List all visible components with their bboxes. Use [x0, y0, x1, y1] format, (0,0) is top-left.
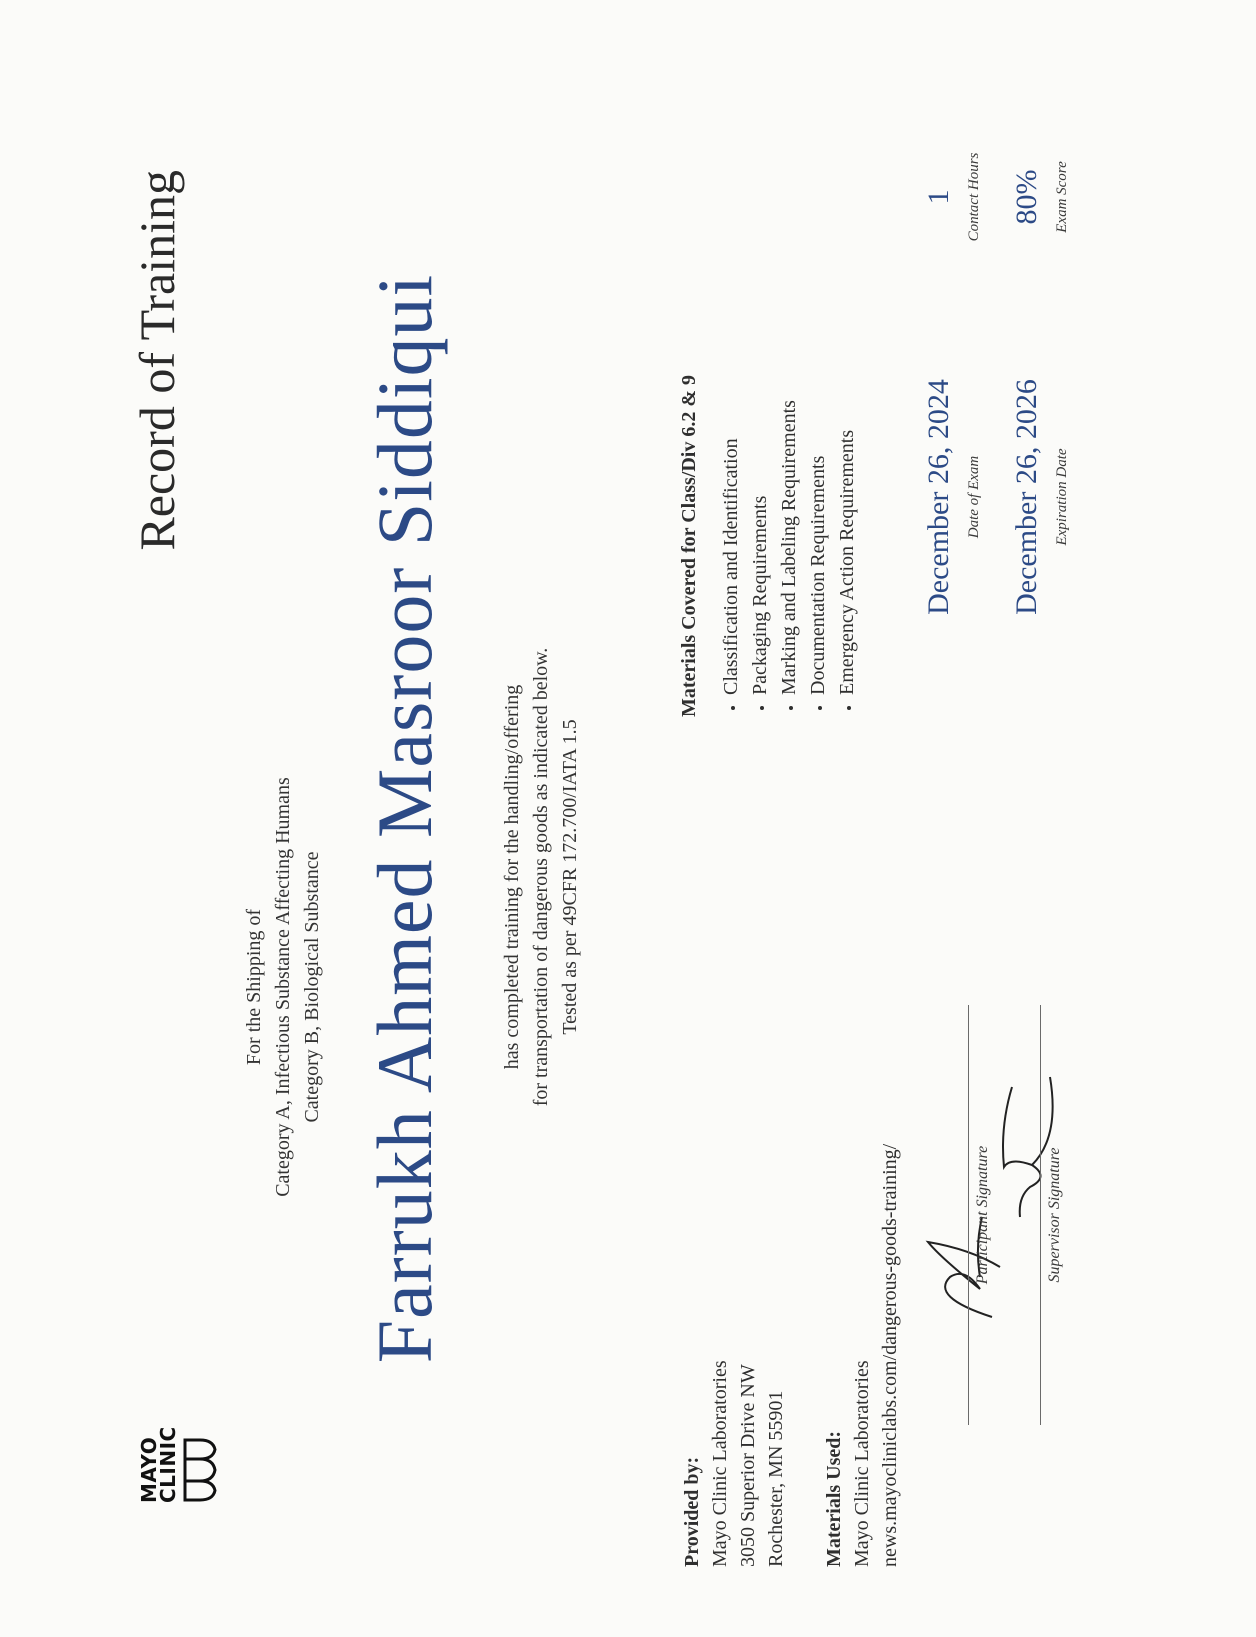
materials-covered-block — [678, 157, 862, 717]
shipping-line-3: Category B, Biological Substance — [301, 851, 323, 1123]
list-item: • Packaging Requirements — [746, 157, 775, 695]
materials-used-block — [820, 967, 904, 1567]
expiration-date: December 26, 2026 — [1010, 379, 1043, 615]
participant-signature-label: Participant Signature — [974, 1145, 991, 1285]
provider-street: 3050 Superior Drive NW — [737, 1364, 759, 1567]
materials-covered-heading: Materials Covered for Class/Div 6.2 & 9 — [678, 375, 700, 717]
supervisor-signature-line — [1040, 1005, 1041, 1425]
provider-city: Rochester, MN 55901 — [765, 1390, 787, 1567]
certificate-title: Record of Training — [129, 170, 185, 551]
list-item: • Documentation Requirements — [804, 157, 833, 695]
participant-signature-line — [968, 1005, 969, 1425]
materials-used-org: Mayo Clinic Laboratories — [851, 1360, 873, 1567]
contact-hours-label: Contact Hours — [966, 152, 982, 242]
shipping-line-1: For the Shipping of — [243, 908, 265, 1066]
list-item: • Classification and Identification — [717, 157, 746, 695]
mayo-shields-icon — [182, 1437, 218, 1503]
logo-text-mayo: MAYO — [137, 1436, 161, 1503]
materials-covered-list — [717, 157, 862, 717]
exam-score-label: Exam Score — [1054, 161, 1070, 233]
exam-score: 80% — [1010, 169, 1043, 225]
exam-date-label: Date of Exam — [966, 455, 982, 539]
materials-used-url: news.mayocliniclabs.com/dangerous-goods-training/ — [879, 1143, 901, 1567]
logo-text-clinic: CLINIC — [156, 1426, 180, 1503]
participant-name: Farrukh Ahmed Masroor Siddiqui — [361, 273, 448, 1364]
contact-hours: 1 — [922, 189, 955, 205]
supervisor-signature-label: Supervisor Signature — [1046, 1147, 1063, 1283]
mayo-clinic-logo — [137, 1393, 218, 1503]
provided-by-block — [678, 1047, 790, 1567]
list-item: • Emergency Action Requirements — [833, 157, 862, 695]
materials-used-heading: Materials Used: — [823, 1430, 845, 1567]
completion-statement — [498, 497, 585, 1257]
expiration-date-label: Expiration Date — [1054, 448, 1070, 546]
provider-org: Mayo Clinic Laboratories — [709, 1360, 731, 1567]
exam-date: December 26, 2024 — [922, 379, 955, 615]
list-item: • Marking and Labeling Requirements — [775, 157, 804, 695]
shipping-scope — [240, 337, 327, 1637]
completion-line-1: has completed training for the handling/offering — [501, 684, 523, 1070]
completion-line-2: for transportation of dangerous goods as indicated below. — [530, 647, 552, 1107]
provided-by-heading: Provided by: — [681, 1456, 703, 1567]
completion-line-3: Tested as per 49CFR 172.700/IATA 1.5 — [559, 719, 581, 1035]
shipping-line-2: Category A, Infectious Substance Affecting Humans — [272, 777, 294, 1197]
